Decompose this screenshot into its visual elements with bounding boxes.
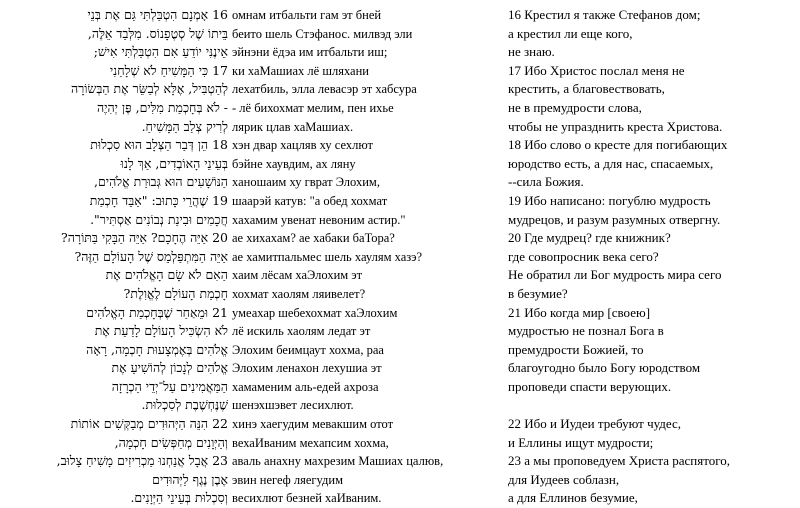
transliteration-line: ае хамитпальмес шель хаулям хазэ? (232, 249, 423, 264)
russian-line: 17 Ибо Христос послал меня не (508, 62, 685, 78)
transliteration-line: хохмат хаолям ляивелет? (232, 286, 366, 301)
russian-line: для Иудеев соблазн, (508, 471, 620, 487)
transliteration-line: лё искиль хаолям ледат эт (232, 324, 371, 339)
hebrew-line: 20 אַיֵּה הֶחָכָם? אַיֵּה הַבָּקִי בַּתּוֹרָה? (61, 230, 228, 246)
hebrew-line: לְרִיק צְלַב הַמָּשִׁיחַ. (141, 118, 228, 134)
russian-line: где совопросник века сего? (508, 248, 659, 264)
transliteration-line: хамаменим аль-едей ахроза (232, 379, 379, 394)
transliteration-line: шаарэй катув: "а обед хохмат (232, 193, 388, 208)
transliteration-line: ханошаим ху гврат Элохим, (232, 175, 380, 190)
transliteration-line: шенэхшэвет лесихлют. (232, 398, 354, 413)
transliteration-line: Элохим беимцаут хохма, раа (232, 342, 384, 357)
hebrew-line: בֵּיתוֹ שֶׁל סְטֶפָנוֹס. מִלְּבַד אֵלֶּה, (87, 25, 228, 41)
transliteration-line: омнам итбальти гам эт бней (232, 8, 382, 22)
russian-line: юродство есть, а для нас, спасаемых, (508, 155, 714, 171)
russian-line: 23 а мы проповедуем Христа распятого, (508, 453, 730, 469)
russian-line: мудрецов, и разум разумных отвергну. (508, 211, 721, 227)
russian-line: 22 Ибо и Иудеи требуют чудес, (508, 416, 682, 432)
hebrew-line: שֶׁנֶּחְשֶׁבֶת לְסִכְלוּת. (141, 397, 228, 413)
hebrew-line: 18 הֵן דְּבַר הַצְּלָב הוּא סִכְלוּת (90, 137, 228, 153)
transliteration-column (232, 6, 482, 508)
russian-line: премудрости Божией, то (508, 341, 644, 357)
transliteration-line: хинэ хаегудим мевакшим отот (232, 417, 394, 432)
transliteration-line: вехаИваним мехапсим хохма, (232, 435, 389, 450)
transliteration-line: лехатбиль, элла левасэр эт хабсура (232, 82, 417, 97)
hebrew-line: 21 וּמֵאַחַר שֶׁבְּחָכְמַת הָאֱלֹהִים (86, 304, 228, 320)
russian-line: 20 Где мудрец? где книжник? (508, 230, 671, 246)
transliteration-line: ки хаМашиах лё шляхани (232, 63, 369, 78)
hebrew-line: 17 כִּי הַמָּשִׁיחַ לֹא שְׁלָחַנִי (109, 62, 228, 78)
transliteration-line: ае хихахам? ае хабаки баТора? (232, 231, 395, 246)
russian-line: чтобы не упразднить креста Христова. (508, 118, 723, 134)
hebrew-line: 16 אָמְנָם הִטְבַּלְתִּי גַּם אֶת בְּנֵי (87, 7, 228, 22)
russian-line: и Еллины ищут мудрости; (508, 434, 654, 450)
russian-line: 21 Ибо когда мир [своею] (508, 304, 651, 320)
russian-line: не знаю. (508, 44, 555, 60)
transliteration-line: хахамим увенат невоним астир." (232, 212, 406, 227)
russian-line: проповеди спасти верующих. (508, 378, 672, 394)
transliteration-line: весихлют безней хаИваним. (232, 491, 382, 506)
hebrew-line: הַאִם לֹא שָׂם הָאֱלֹהִים אֶת (105, 267, 228, 283)
transliteration-line: эйнэни ёдэа им итбальти иш; (232, 45, 388, 60)
russian-line: 19 Ибо написано: погублю мудрость (508, 192, 711, 208)
russian-line: в безумие? (508, 285, 568, 301)
russian-line: благоугодно было Богу юродством (508, 360, 701, 376)
hebrew-line: אֱלֹהִים בְּאֶמְצָעוּת חָכְמָה, רָאָה (86, 341, 228, 357)
russian-line: 16 Крестил я также Стефанов дом; (508, 7, 701, 22)
transliteration-line: хэн двар хацляв ху сехлют (232, 138, 373, 153)
russian-line: не в премудрости слова, (508, 99, 642, 115)
hebrew-line: - לֹא בְּחָכְמַת מִלִּים, פֶּן יְהִיֶה (97, 99, 228, 115)
hebrew-line: 23 אֲבָל אֲנַחְנוּ מַכְרִיזִים מָשִׁיחַ צָלוּב, (56, 453, 228, 469)
hebrew-line: וְסִכְלוּת בְּעֵינֵי הַיְּוָנִים. (130, 490, 228, 506)
hebrew-line: 22 הִנֵּה הַיְּהוּדִים מְבַקְּשִׁים אוֹתוֹת (70, 416, 228, 432)
hebrew-line: לְהַטְבִּיל, אֶלָּא לְבַשֵּׂר אֶת הַבְּשׂוֹרָה (70, 81, 228, 97)
russian-line: а для Еллинов безумие, (508, 490, 638, 506)
transliteration-line: беито шель Стэфанос. милвэд эли (232, 26, 413, 41)
hebrew-line: הַנּוֹשָׁעִים הוּא גְּבוּרַת אֱלֹהִים, (94, 174, 228, 190)
hebrew-line: הַמַּאֲמִינִים עַל־יְדֵי הַכְרָזָה (111, 378, 228, 394)
transliteration-line: бэйне хаувдим, ах ляну (232, 156, 356, 171)
russian-column (508, 6, 796, 508)
transliteration-line: аваль анахну махрезим Машиах цалюв, (232, 454, 444, 469)
russian-line: мудростью не познал Бога в (508, 323, 664, 339)
hebrew-line: וְהַיְּוָנִים מְחַפְּשִׂים חָכְמָה, (114, 434, 228, 450)
russian-line (508, 396, 796, 415)
russian-line: Не обратил ли Бог мудрость мира сего (508, 267, 722, 283)
hebrew-line: 19 שֶׁהֲרֵי כָּתוּב: "אַבֵּד חָכְמַת (89, 192, 228, 208)
hebrew-line: חֲכָמִים וּבִינַת נְבוֹנִים אַסְתִּיר". (90, 211, 228, 227)
transliteration-line: Элохим ленахон лехушиа эт (232, 361, 382, 376)
transliteration-line: - лё бихохмат мелим, пен ихье (232, 100, 394, 115)
russian-line: 18 Ибо слово о кресте для погибающих (508, 137, 728, 153)
hebrew-line: אֶבֶן נֶגֶף לַיְּהוּדִים (152, 471, 228, 487)
hebrew-line: אֵינֶנִּי יוֹדֵעַ אִם הִטְבַּלְתִּי אִישׁ; (93, 44, 228, 60)
hebrew-line: אֱלֹהִים לְנָכוֹן לְהוֹשִׁיעַ אֶת (111, 360, 228, 376)
hebrew-line: בְּעֵינֵי הָאוֹבְדִים, אַךְ לָנוּ (120, 155, 228, 171)
hebrew-line: חָכְמַת הָעוֹלָם לֶאֱוִלֶת? (123, 285, 228, 301)
hebrew-column (8, 6, 228, 508)
transliteration-line: хаим лёсам хаЭлохим эт (232, 268, 363, 283)
russian-line: крестить, а благовествовать, (508, 81, 665, 97)
transliteration-line: эвин негеф ляегудим (232, 472, 343, 487)
russian-line: --сила Божия. (508, 174, 584, 190)
transliteration-line: лярик цлав хаМашиах. (232, 119, 354, 134)
russian-line: а крестил ли еще кого, (508, 25, 633, 41)
transliteration-line: умеахар шебехохмат хаЭлохим (232, 305, 398, 320)
hebrew-line: אַיֵּה הַמִּתְפַּלְמֵס שֶׁל הָעוֹלָם הַזֶּה? (74, 248, 228, 264)
hebrew-line: לֹא הִשְׂכִּיל הָעוֹלָם לָדַעַת אֶת (94, 323, 228, 339)
